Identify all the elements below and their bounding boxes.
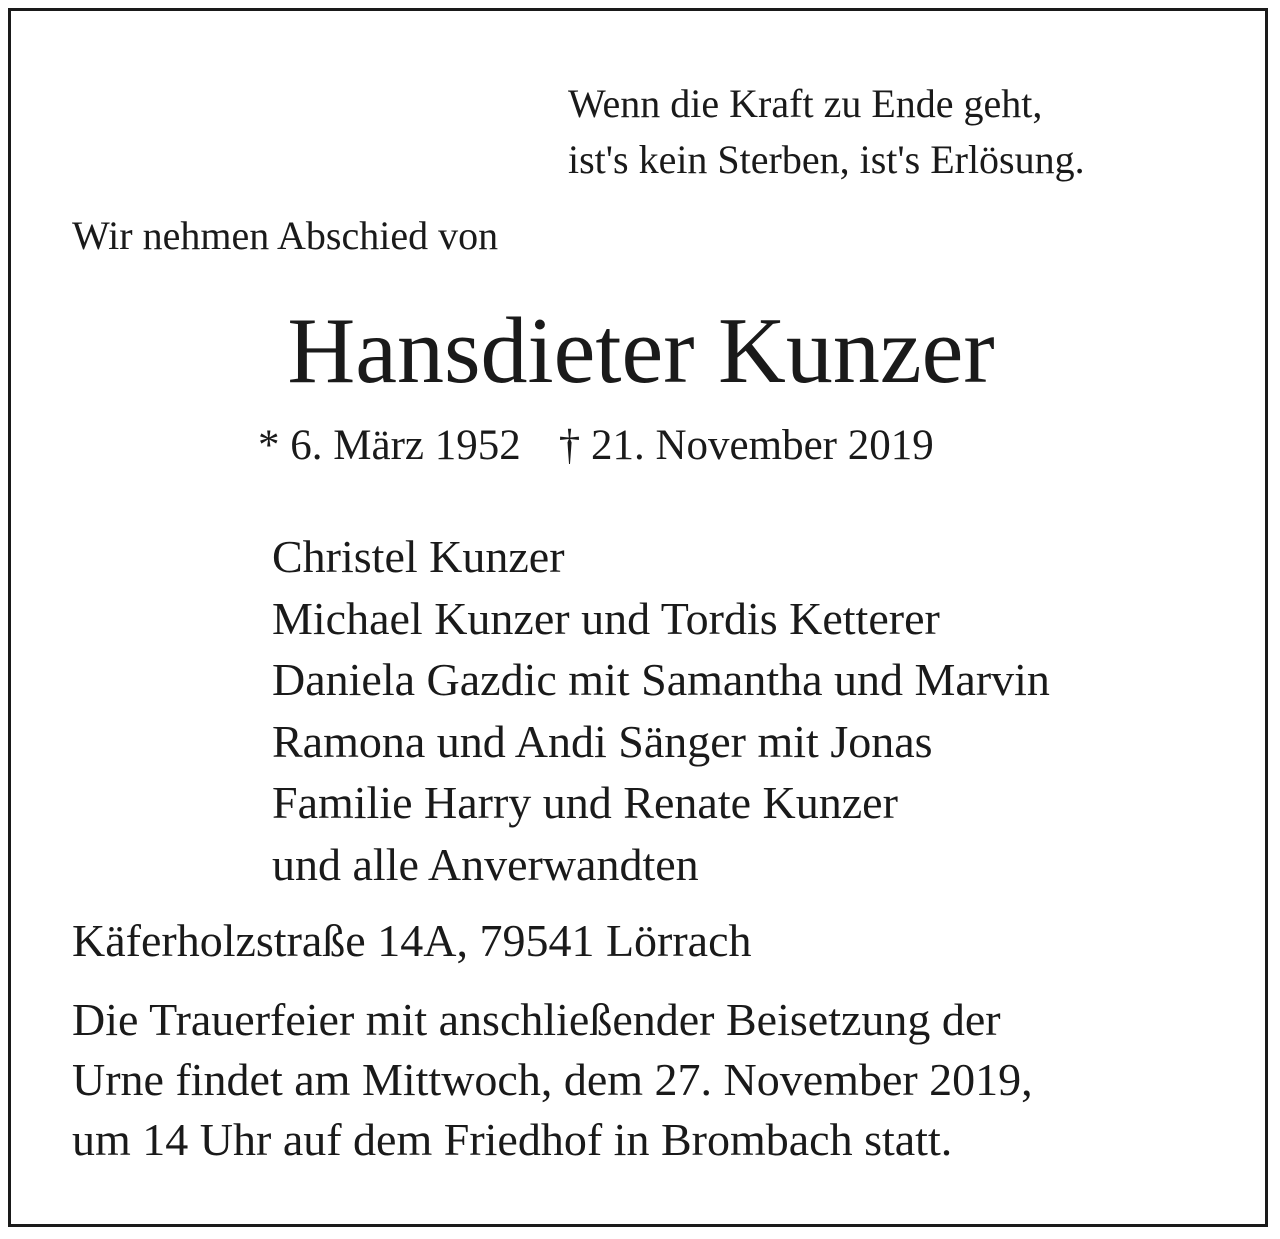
funeral-service-info xyxy=(72,990,1033,1170)
mourner-line: Ramona und Andi Sänger mit Jonas xyxy=(272,715,933,767)
mourner-line: Familie Harry und Renate Kunzer xyxy=(272,777,898,828)
family-address: Käferholzstraße 14A, 79541 Lörrach xyxy=(72,915,752,966)
intro-text: Wir nehmen Abschied von xyxy=(72,213,499,258)
motto-verse xyxy=(568,76,1085,188)
mourners-list xyxy=(272,526,1050,895)
mourner-line: Michael Kunzer und Tordis Ketterer xyxy=(272,592,940,644)
motto-line-2: ist's kein Sterben, ist's Erlösung. xyxy=(568,137,1085,182)
motto-line-1: Wenn die Kraft zu Ende geht, xyxy=(568,81,1043,126)
death-date: † 21. November 2019 xyxy=(558,422,934,469)
mourner-line: und alle Anverwandten xyxy=(272,838,699,890)
life-dates xyxy=(258,420,934,472)
deceased-name: Hansdieter Kunzer xyxy=(287,299,995,403)
birth-date: * 6. März 1952 xyxy=(258,422,521,469)
service-line-1: Die Trauerfeier mit anschließender Beisetzung der xyxy=(72,994,1001,1045)
mourner-line: Christel Kunzer xyxy=(272,531,565,582)
service-line-3: um 14 Uhr auf dem Friedhof in Brombach statt. xyxy=(72,1114,953,1165)
service-line-2: Urne findet am Mittwoch, dem 27. November 2019, xyxy=(72,1054,1033,1105)
mourner-line: Daniela Gazdic mit Samantha und Marvin xyxy=(272,654,1050,705)
